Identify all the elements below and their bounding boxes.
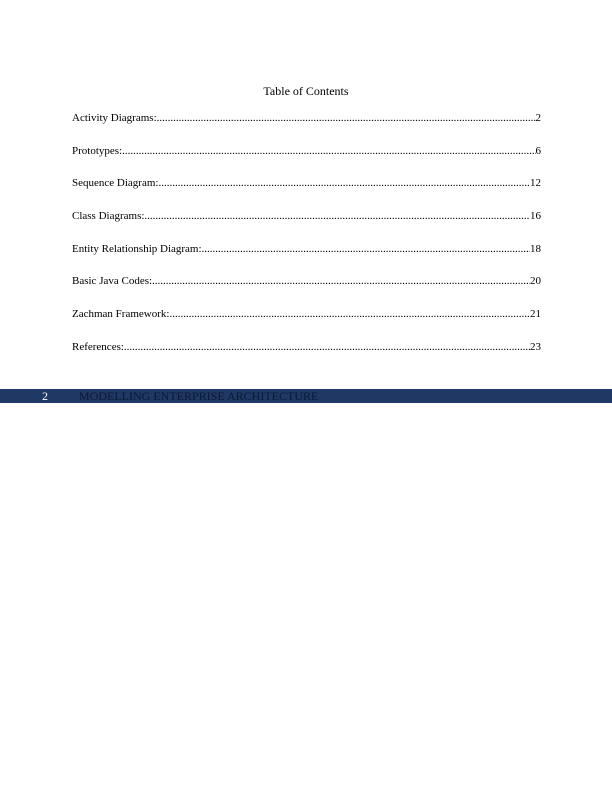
toc-dot-leader: [169, 307, 530, 321]
toc-list: [72, 111, 541, 373]
toc-dot-leader: [158, 176, 530, 190]
toc-entry-page: 21: [530, 308, 541, 321]
toc-entry-label: Activity Diagrams:: [72, 112, 157, 124]
toc-entry-page: 20: [530, 275, 541, 288]
toc-dot-leader: [122, 144, 535, 158]
toc-entry-class-diagrams[interactable]: [72, 209, 541, 242]
toc-dot-leader: [157, 111, 536, 125]
toc-entry-basic-java-codes[interactable]: [72, 274, 541, 307]
toc-entry-page: 2: [535, 112, 541, 124]
toc-entry-page: 23: [530, 340, 541, 353]
toc-entry-zachman-framework[interactable]: [72, 307, 541, 340]
toc-entry-label: Zachman Framework:: [72, 308, 170, 321]
footer-page-number: 2: [42, 389, 48, 403]
toc-entry-page: 12: [530, 177, 541, 190]
toc-title: Table of Contents: [263, 84, 349, 98]
toc-dot-leader: [202, 242, 530, 256]
toc-dot-leader: [144, 209, 530, 223]
toc-dot-leader: [124, 340, 530, 354]
toc-entry-label: Prototypes:: [72, 144, 123, 157]
toc-entry-label: Class Diagrams:: [72, 210, 145, 223]
toc-entry-page: 6: [535, 144, 541, 157]
toc-entry-page: 18: [530, 242, 541, 255]
toc-entry-activity-diagrams[interactable]: [72, 111, 541, 144]
toc-entry-label: Sequence Diagram:: [72, 177, 159, 190]
footer-running-title: MODELLING ENTERPRISE ARCHITECTURE: [79, 389, 319, 403]
toc-entry-page: 16: [530, 210, 541, 223]
toc-entry-sequence-diagram[interactable]: [72, 176, 541, 209]
footer-band: [0, 389, 612, 403]
toc-entry-label: Entity Relationship Diagram:: [72, 242, 202, 255]
toc-entry-references[interactable]: [72, 340, 541, 373]
toc-entry-label: References:: [72, 340, 124, 353]
toc-entry-label: Basic Java Codes:: [72, 275, 153, 288]
toc-entry-prototypes[interactable]: [72, 144, 541, 177]
toc-dot-leader: [152, 274, 530, 288]
toc-entry-entity-relationship-diagram[interactable]: [72, 242, 541, 275]
